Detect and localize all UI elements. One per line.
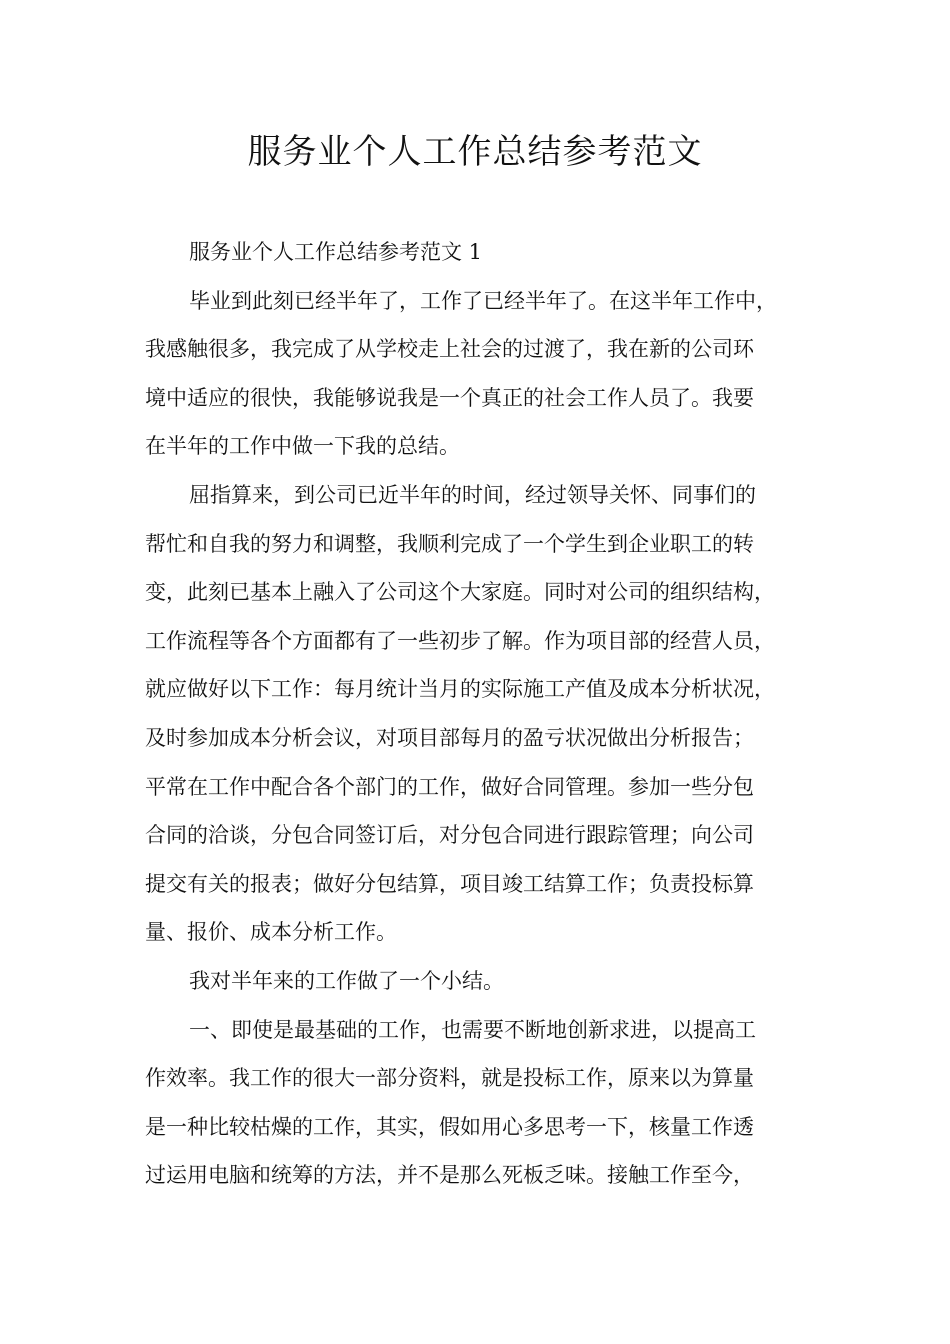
text-line: 变，此刻已基本上融入了公司这个大家庭。同时对公司的组织结构， <box>145 580 775 605</box>
text-line: 合同的洽谈，分包合同签订后，对分包合同进行跟踪管理；向公司 <box>145 823 754 848</box>
text-line: 过运用电脑和统筹的方法，并不是那么死板乏味。接触工作至今， <box>145 1163 754 1188</box>
text-line: 工作流程等各个方面都有了一些初步了解。作为项目部的经营人员， <box>145 628 775 653</box>
text-line: 毕业到此刻已经半年了，工作了已经半年了。在这半年工作中， <box>189 288 777 313</box>
text-line: 我对半年来的工作做了一个小结。 <box>189 968 504 993</box>
text-line: 及时参加成本分析会议，对项目部每月的盈亏状况做出分析报告； <box>145 725 754 750</box>
text-line: 一、即使是最基础的工作，也需要不断地创新求进，以提高工 <box>189 1017 756 1042</box>
document-body <box>145 228 825 1200</box>
text-line: 就应做好以下工作：每月统计当月的实际施工产值及成本分析状况， <box>145 677 775 702</box>
text-line: 是一种比较枯燥的工作，其实，假如用心多思考一下，核量工作透 <box>145 1114 754 1139</box>
text-line: 屈指算来，到公司已近半年的时间，经过领导关怀、同事们的 <box>189 482 756 507</box>
text-line: 服务业个人工作总结参考范文 1 <box>189 240 483 264</box>
text-line: 量、报价、成本分析工作。 <box>145 920 397 945</box>
text-line: 我感触很多，我完成了从学校走上社会的过渡了，我在新的公司环 <box>145 337 754 362</box>
text-line: 作效率。我工作的很大一部分资料，就是投标工作，原来以为算量 <box>145 1066 754 1091</box>
text-line: 平常在工作中配合各个部门的工作，做好合同管理。参加一些分包 <box>145 774 754 799</box>
text-line: 在半年的工作中做一下我的总结。 <box>145 434 460 459</box>
text-line: 境中适应的很快，我能够说我是一个真正的社会工作人员了。我要 <box>145 385 754 410</box>
document-title: 服务业个人工作总结参考范文 <box>247 132 703 172</box>
text-line: 帮忙和自我的努力和调整，我顺利完成了一个学生到企业职工的转 <box>145 531 754 556</box>
text-line: 提交有关的报表；做好分包结算，项目竣工结算工作；负责投标算 <box>145 871 754 896</box>
